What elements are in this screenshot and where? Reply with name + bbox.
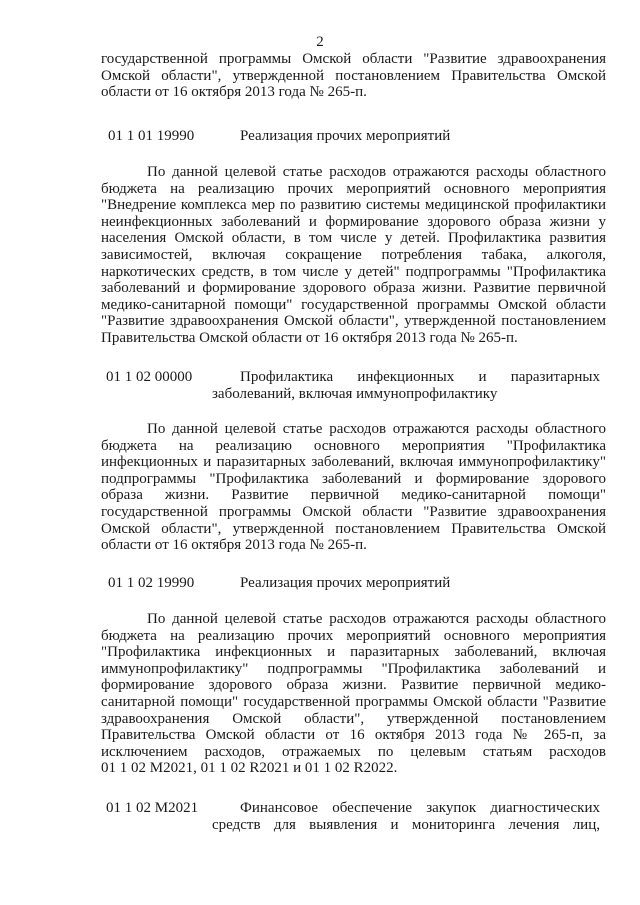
section-body xyxy=(101,421,606,554)
section-code: 01 1 02 00000 xyxy=(106,369,193,385)
text-line: подпрограммы "Профилактика заболеваний и формирование здорового xyxy=(101,470,606,487)
section-code: 01 1 02 M2021 xyxy=(106,800,199,816)
text-line: 01 1 02 M2021, 01 1 02 R2021 и 01 1 02 R2022. xyxy=(101,760,398,777)
text-line: заболеваний и формирование здорового образа жизни. Развитие первичной xyxy=(101,280,606,297)
text-line: По данной целевой статье расходов отражаются расходы областного xyxy=(147,164,606,180)
text-line: наркотических средств, в том числе у детей" подпрограммы "Профилактика xyxy=(101,263,606,280)
text-line: бюджета на реализацию основного мероприятия "Профилактика xyxy=(101,437,606,454)
text-line: образа жизни. Развитие первичной медико-санитарной помощи" xyxy=(101,487,606,504)
section-title-line: Реализация прочих мероприятий xyxy=(240,575,451,591)
text-line: исключением расходов, отражаемых по целевым статьям расходов xyxy=(101,743,606,760)
text-line: бюджета на реализацию прочих мероприятий основного мероприятия xyxy=(101,627,606,644)
text-line: "Профилактика инфекционных и паразитарных заболеваний, включая xyxy=(101,644,606,661)
text-line: По данной целевой статье расходов отражаются расходы областного xyxy=(147,611,606,627)
text-line: По данной целевой статье расходов отражаются расходы областного xyxy=(147,421,606,437)
text-line: Правительства Омской области от 16 октября 2013 года № 265-п, за xyxy=(101,727,606,744)
section-title-line: средств для выявления и мониторинга лечения лиц, xyxy=(212,816,600,833)
section-code: 01 1 02 19990 xyxy=(108,575,195,591)
text-line: государственной программы Омской области "Развитие здравоохранения xyxy=(101,503,606,520)
intro-paragraph xyxy=(101,51,606,101)
section-title xyxy=(240,575,450,592)
text-line: населения Омской области, в том числе у детей. Профилактика развития xyxy=(101,230,606,247)
text-line: "Внедрение комплекса мер по развитию системы медицинской профилактики xyxy=(101,197,606,214)
section-title-line: Финансовое обеспечение закупок диагностических xyxy=(240,800,600,816)
text-line: здравоохранения Омской области", утвержденной постановлением xyxy=(101,710,606,727)
text-line: медико-санитарной помощи" государственной программы Омской области xyxy=(101,296,606,313)
text-line: бюджета на реализацию прочих мероприятий основного мероприятия xyxy=(101,180,606,197)
text-line: неинфекционных заболеваний и формирование здорового образа жизни у xyxy=(101,213,606,230)
text-line: области от 16 октября 2013 года № 265-п. xyxy=(101,537,367,554)
text-line: зависимостей, включая сокращение потребления табака, алкоголя, xyxy=(101,246,606,263)
section-body xyxy=(101,164,606,347)
section-title xyxy=(240,128,450,145)
text-line: области от 16 октября 2013 года № 265-п. xyxy=(101,84,367,101)
text-line: формирование здорового образа жизни. Развитие первичной медико- xyxy=(101,677,606,694)
section-title xyxy=(212,800,600,833)
text-line: санитарной помощи" государственной программы Омской области "Развитие xyxy=(101,693,606,710)
section-title-line: Реализация прочих мероприятий xyxy=(240,128,451,144)
text-line: иммунопрофилактику" подпрограммы "Профилактика заболеваний и xyxy=(101,660,606,677)
page-number: 2 xyxy=(316,34,324,50)
text-line: инфекционных и паразитарных заболеваний, включая иммунопрофилактику" xyxy=(101,454,606,471)
section-title xyxy=(212,369,600,402)
text-line: государственной программы Омской области "Развитие здравоохранения xyxy=(101,51,606,67)
text-line: Омской области", утвержденной постановлением Правительства Омской xyxy=(101,520,606,537)
section-body xyxy=(101,611,606,777)
text-line: Омской области", утвержденной постановлением Правительства Омской xyxy=(101,67,606,84)
section-title-line: Профилактика инфекционных и паразитарных xyxy=(240,369,600,385)
section-code: 01 1 01 19990 xyxy=(108,128,195,144)
text-line: "Развитие здравоохранения Омской области", утвержденной постановлением xyxy=(101,313,606,330)
text-line: Правительства Омской области от 16 октября 2013 года № 265-п. xyxy=(101,329,518,346)
section-title-line: заболеваний, включая иммунопрофилактику xyxy=(212,385,498,402)
